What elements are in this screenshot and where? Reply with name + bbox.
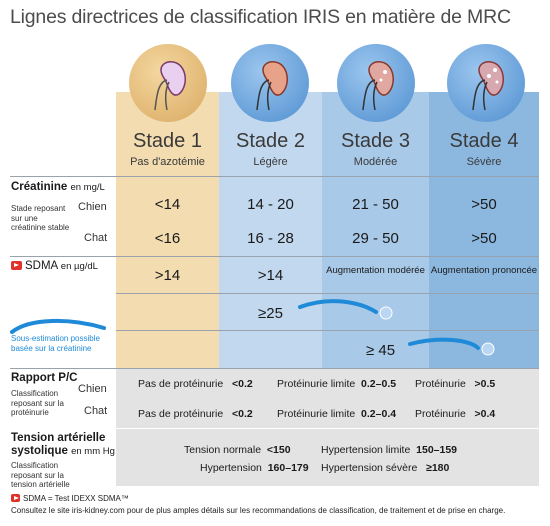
upc-label: Rapport P/C — [11, 372, 78, 384]
creatinine-chien-stage1: <14 — [154, 196, 181, 213]
bp-borderline: Hypertension limite 150–159 — [321, 444, 458, 456]
page-title: Lignes directrices de classification IRIS en matière de MRC — [10, 6, 511, 28]
sdma-stage1: >14 — [154, 267, 181, 284]
chat-label: Chat — [84, 232, 108, 244]
creatinine-note: Stade reposant sur une créatinine stable — [11, 204, 70, 232]
sdma-extra-25: ≥25 — [258, 305, 283, 322]
creatinine-chien-stage4: >50 — [471, 196, 497, 213]
bp-severe: Hypertension sévère ≥180 — [321, 462, 450, 474]
sdma-extra-45: ≥ 45 — [366, 342, 396, 359]
sdma-stage3: Augmentation modérée — [326, 265, 425, 276]
footer-sdma-note: SDMA = Test IDEXX SDMA™ — [11, 494, 129, 503]
footer-link-note: Consultez le site iris-kidney.com pour de plus amples détails sur les recommandations de classification, de traitement et de prise en charge. — [11, 506, 506, 515]
creatinine-chat-stage3: 29 - 50 — [352, 230, 399, 247]
underestimation-note: Sous-estimation possible basée sur la créatinine — [11, 334, 100, 353]
bp-label-2: systolique en mm Hg — [11, 445, 115, 457]
creatinine-chat-stage4: >50 — [471, 230, 497, 247]
upc-chat-borderline: Protéinurie limite 0.2–0.4 — [277, 408, 397, 420]
creatinine-label: Créatinine en mg/L — [11, 181, 105, 193]
stage-2-title: Stade 2 — [236, 130, 305, 152]
sdma-label: SDMA en µg/dL — [11, 260, 98, 272]
bp-label-1: Tension artérielle — [11, 432, 106, 444]
upc-chat-none: Pas de protéinurie <0.2 — [138, 408, 253, 420]
creatinine-chat-stage1: <16 — [154, 230, 181, 247]
stage-1-subtitle: Pas d'azotémie — [130, 156, 205, 168]
bp-hypertension: Hypertension 160–179 — [200, 462, 309, 474]
stage-2-subtitle: Légère — [253, 156, 288, 168]
bp-band — [116, 429, 539, 486]
upc-chien-proteinuria: Protéinurie >0.5 — [415, 378, 496, 390]
upc-note: Classification reposant sur la protéinurie — [11, 389, 64, 417]
stage-3-subtitle: Modérée — [353, 156, 398, 168]
upc-chat-label: Chat — [84, 405, 108, 417]
bp-note: Classification reposant sur la tension artérielle — [11, 461, 70, 489]
stage-4-title: Stade 4 — [449, 130, 519, 152]
sdma-stage2: >14 — [257, 267, 284, 284]
stage-4-subtitle: Sévère — [466, 156, 502, 168]
upc-chien-none: Pas de protéinurie <0.2 — [138, 378, 253, 390]
creatinine-chat-stage2: 16 - 28 — [247, 230, 294, 247]
upc-chat-proteinuria: Protéinurie >0.4 — [415, 408, 496, 420]
creatinine-chien-stage2: 14 - 20 — [247, 196, 294, 213]
sdma-play-icon — [11, 494, 20, 502]
upc-chien-label: Chien — [78, 383, 107, 395]
stage-3-title: Stade 3 — [341, 130, 410, 152]
upc-chien-borderline: Protéinurie limite 0.2–0.5 — [277, 378, 397, 390]
bp-normal: Tension normale <150 — [184, 444, 291, 456]
stage-1-title: Stade 1 — [133, 130, 202, 152]
chien-label: Chien — [78, 201, 107, 213]
creatinine-chien-stage3: 21 - 50 — [352, 196, 399, 213]
sdma-stage4: Augmentation prononcée — [430, 265, 538, 276]
